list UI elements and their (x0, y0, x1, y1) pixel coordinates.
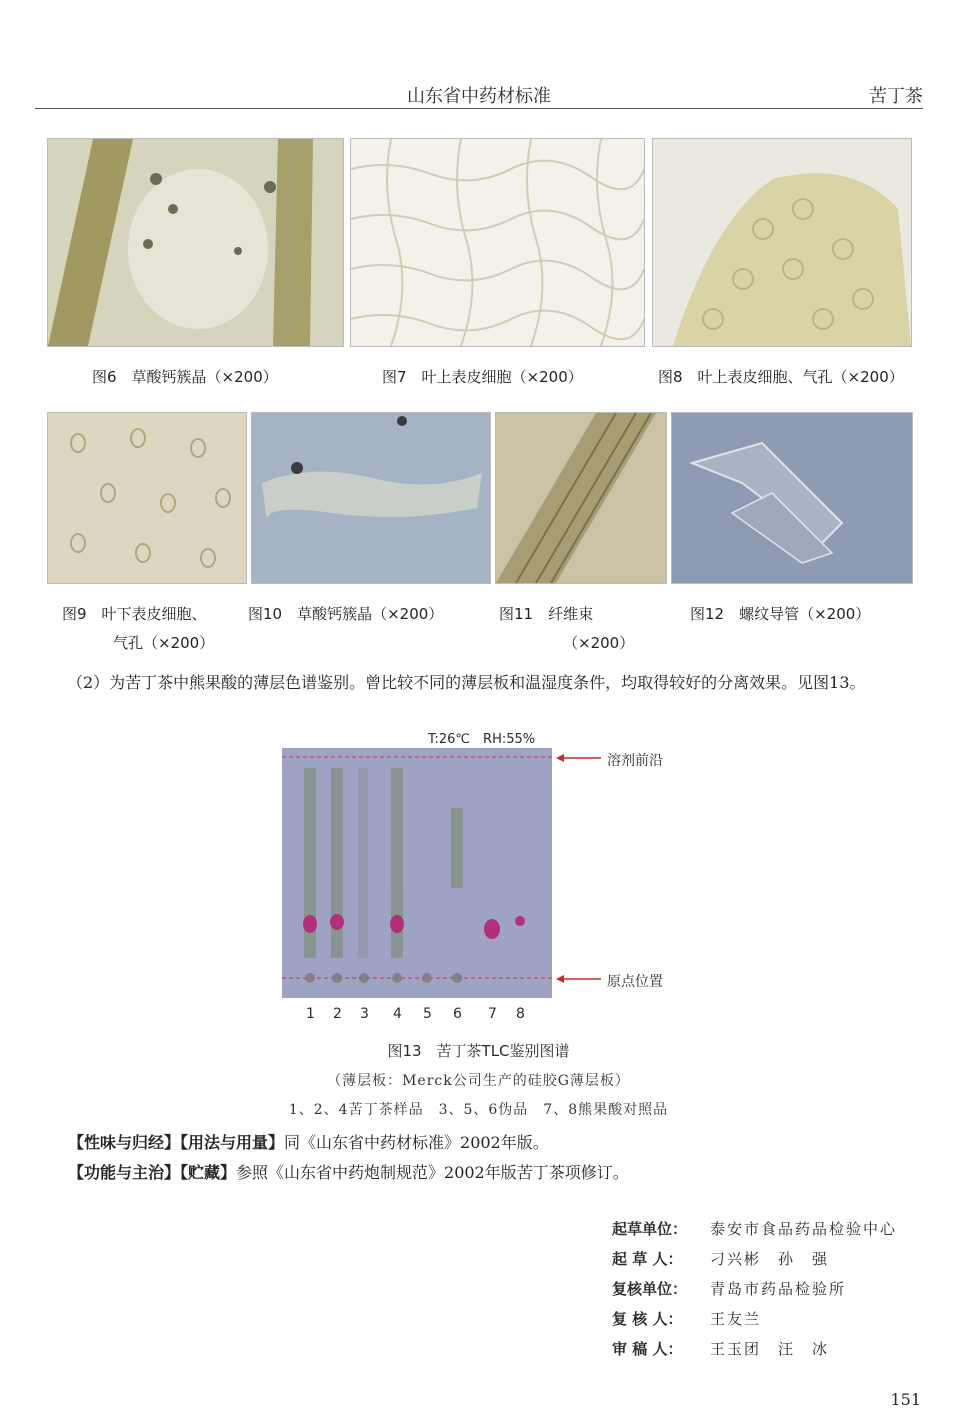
figure-12-caption: 图12 螺纹导管（×200） (690, 605, 871, 623)
figure-13-legend: 1、2、4苦丁茶样品 3、5、6伪品 7、8熊果酸对照品 (288, 1102, 669, 1118)
tlc-pointer-arrows (556, 750, 601, 986)
signature-key: 起草单位： (612, 1220, 688, 1238)
signature-key: 起 草 人： (612, 1250, 683, 1268)
figure-10-caption: 图10 草酸钙簇晶（×200） (248, 605, 444, 623)
lane-label: 6 (453, 1006, 462, 1022)
book-title: 山东省中药材标准 (407, 86, 551, 107)
section-title: 苦丁茶 (869, 86, 923, 107)
origin-label: 原点位置 (607, 974, 663, 990)
lane-label: 1 (306, 1006, 315, 1022)
signature-value: 刁兴彬 孙 强 (710, 1250, 830, 1268)
signature-value: 王玉团 汪 冰 (710, 1340, 830, 1358)
signature-key: 复核单位： (612, 1280, 688, 1298)
section-label: 【功能与主治】【贮藏】 (68, 1163, 237, 1182)
micrograph-spiral-vessel (671, 412, 913, 584)
figure-11-caption-line2: （×200） (563, 634, 635, 652)
figure-7-caption: 图7 叶上表皮细胞（×200） (382, 368, 583, 386)
lane-label: 2 (333, 1006, 342, 1022)
signature-row (612, 1278, 846, 1299)
lane-label: 4 (393, 1006, 402, 1022)
signature-value: 王友兰 (710, 1310, 762, 1328)
tlc-conditions: T:26℃ RH:55% (428, 732, 536, 747)
signature-row (612, 1218, 897, 1239)
lane-label: 5 (423, 1006, 432, 1022)
section-text: 参照《山东省中药炮制规范》2002年版苦丁茶项修订。 (236, 1163, 629, 1182)
tlc-paragraph: （2）为苦丁茶中熊果酸的薄层色谱鉴别。曾比较不同的薄层板和温湿度条件，均取得较好的分离效果。见图13。 (67, 673, 866, 692)
micrograph-calcium-oxalate (47, 138, 344, 347)
micrograph-lower-epidermis (47, 412, 247, 584)
section-label: 【性味与归经】【用法与用量】 (68, 1133, 285, 1152)
figure-13-title: 图13 苦丁茶TLC鉴别图谱 (387, 1042, 570, 1060)
signature-value: 青岛市药品检验所 (710, 1280, 847, 1298)
figure-9-caption-line1: 图9 叶下表皮细胞、 (62, 605, 207, 623)
figure-11-caption-line1: 图11 纤维束 (499, 605, 594, 623)
signature-row (612, 1308, 761, 1329)
figure-9-caption-line2: 气孔（×200） (113, 634, 215, 652)
micrograph-fiber-bundle (495, 412, 667, 584)
figure-6-caption: 图6 草酸钙簇晶（×200） (92, 368, 278, 386)
body-line-function (68, 1160, 629, 1183)
running-header (35, 78, 923, 109)
signature-key: 复 核 人： (612, 1310, 683, 1328)
micrograph-upper-epidermis-stomata (652, 138, 912, 347)
body-line-properties (68, 1130, 549, 1153)
tlc-plate (282, 748, 552, 998)
figure-8-caption: 图8 叶上表皮细胞、气孔（×200） (658, 368, 904, 386)
micrograph-upper-epidermis (350, 138, 645, 347)
solvent-front-label: 溶剂前沿 (607, 753, 663, 769)
page-number: 151 (890, 1390, 921, 1409)
lane-label: 8 (516, 1006, 525, 1022)
figure-13-subtitle: （薄层板：Merck公司生产的硅胶G薄层板） (327, 1073, 630, 1089)
section-text: 同《山东省中药材标准》2002年版。 (284, 1133, 549, 1152)
signature-row (612, 1338, 829, 1359)
lane-label: 7 (488, 1006, 497, 1022)
signature-key: 审 稿 人： (612, 1340, 683, 1358)
signature-value: 泰安市食品药品检验中心 (710, 1220, 898, 1238)
signature-row (612, 1248, 829, 1269)
micrograph-calcium-oxalate-2 (251, 412, 491, 584)
lane-label: 3 (360, 1006, 369, 1022)
